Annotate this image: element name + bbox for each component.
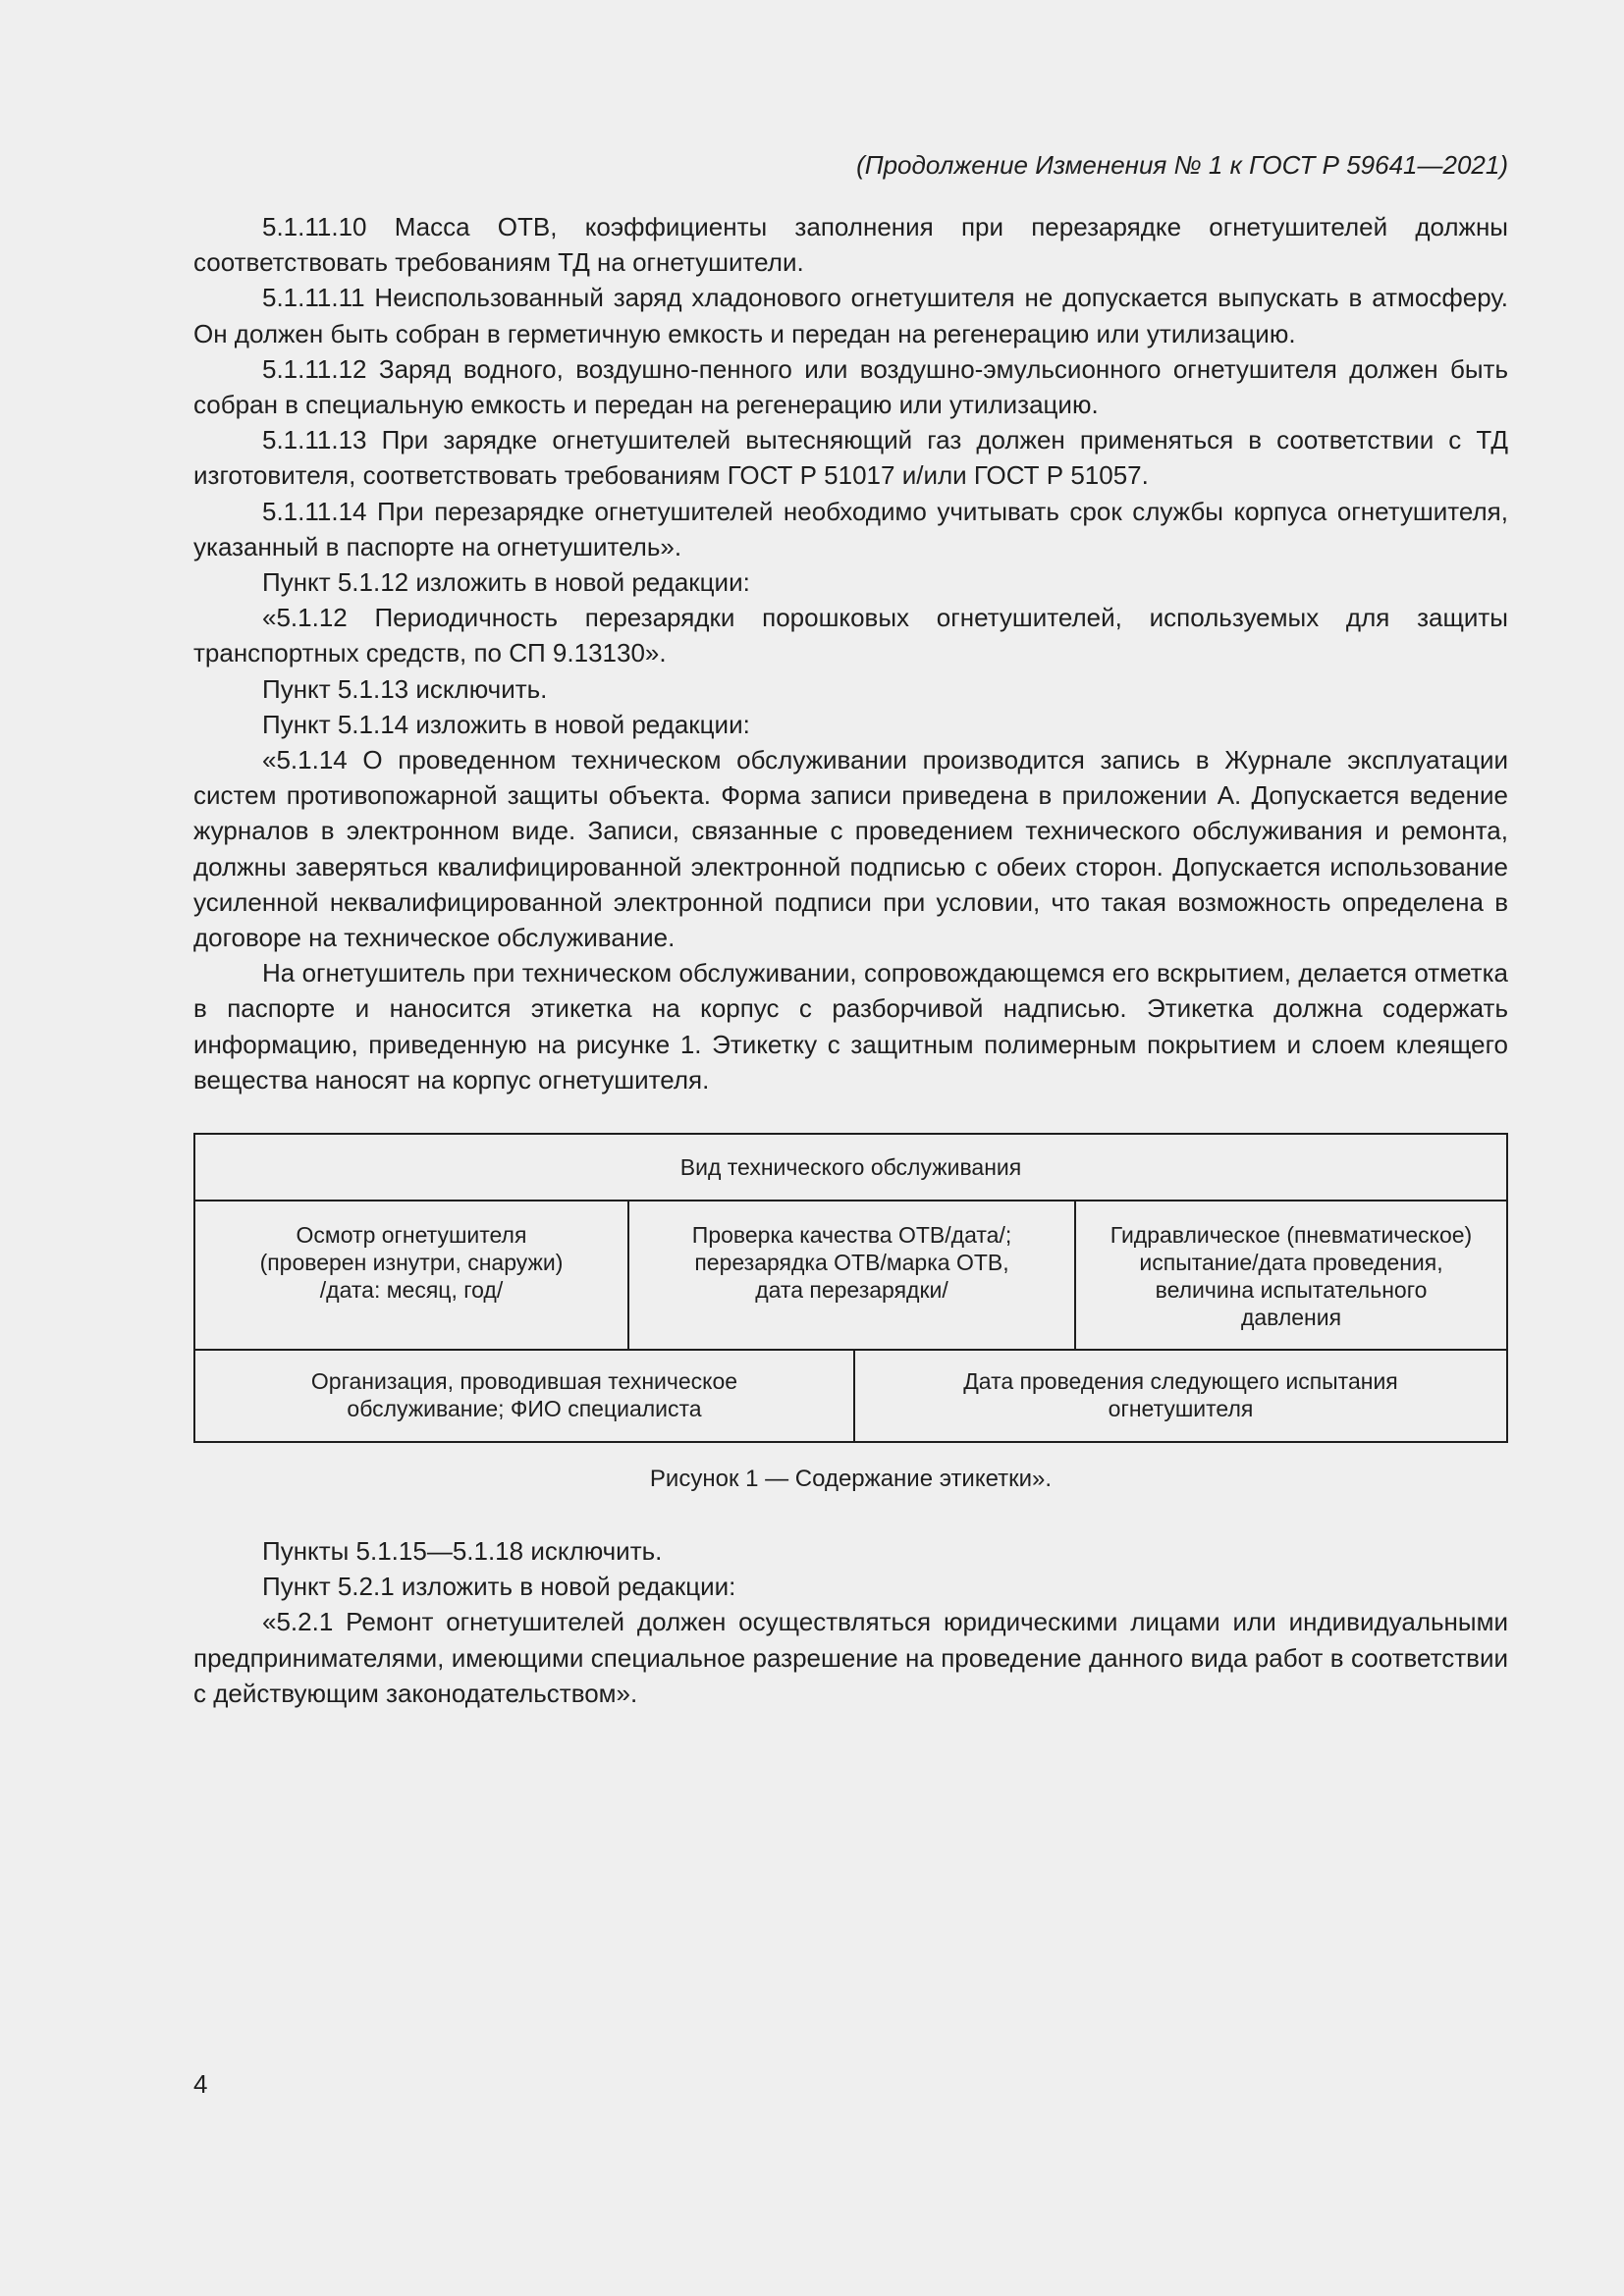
figure-cell-inspection <box>195 1201 627 1349</box>
paragraph: 5.1.11.11 Неиспользованный заряд хладонового огнетушителя не допускается выпускать в атмосферу. Он должен быть собран в герметичную емкость и передан на регенерацию или утилизацию. <box>193 283 1508 348</box>
cell-text: Проверка качества ОТВ/дата/; перезарядка ОТВ/марка ОТВ, дата перезарядки/ <box>691 1222 1012 1303</box>
paragraph: 5.1.11.13 При зарядке огнетушителей вытесняющий газ должен применяться в соответствии с ТД изготовителя, соответствовать требованиям ГОСТ Р 51017 и/или ГОСТ Р 51057. <box>193 425 1508 491</box>
figure-row <box>195 1349 1506 1441</box>
paragraph: 5.1.11.14 При перезарядке огнетушителей необходимо учитывать срок службы корпуса огнетушителя, указанный в паспорте на огнетушитель». <box>193 496 1508 561</box>
running-title: (Продолжение Изменения № 1 к ГОСТ Р 59641—2021) <box>856 150 1508 180</box>
figure-cell-next-test-date <box>853 1351 1506 1441</box>
figure-header-row <box>195 1135 1506 1200</box>
page-number: 4 <box>193 2069 208 2099</box>
paragraph: Пункты 5.1.15—5.1.18 исключить. <box>262 1536 663 1566</box>
body-text-upper <box>193 209 1508 1097</box>
paragraph: «5.1.12 Периодичность перезарядки порошковых огнетушителей, используемых для защиты транспортных средств, по СП 9.13130». <box>193 603 1508 668</box>
figure-cell-hydraulic-test <box>1074 1201 1506 1349</box>
cell-text: Осмотр огнетушителя (проверен изнутри, снаружи) /дата: месяц, год/ <box>259 1222 564 1303</box>
paragraph: Пункт 5.2.1 изложить в новой редакции: <box>262 1572 736 1602</box>
figure-cell-recharge <box>627 1201 1074 1349</box>
cell-text: Гидравлическое (пневматическое) испытание/дата проведения, величина испытательного давления <box>1110 1222 1473 1330</box>
paragraph: «5.1.14 О проведенном техническом обслуживании производится запись в Журнале эксплуатации систем противопожарной защиты объекта. Форма записи приведена в приложении А. Допускается ведение журналов в электронном виде. Записи, связанные с проведением технического обслуживания и ремонта, должны заверяться квалифицированной электронной подписью с обеих сторон. Допускается использование усиленной неквалифицированной электронной подписи при условии, что такая возможность определена в договоре на техническое обслуживание. <box>193 745 1508 953</box>
paragraph: 5.1.11.10 Масса ОТВ, коэффициенты заполнения при перезарядке огнетушителей должны соответствовать требованиям ТД на огнетушители. <box>193 212 1508 278</box>
paragraph: Пункт 5.1.14 изложить в новой редакции: <box>262 709 750 739</box>
figure-caption: Рисунок 1 — Содержание этикетки». <box>649 1466 1053 1492</box>
cell-text: Дата проведения следующего испытания огнетушителя <box>963 1368 1398 1421</box>
paragraph: На огнетушитель при техническом обслуживании, сопровождающемся его вскрытием, делается отметка в паспорте и наносится этикетка на корпус с разборчивой надписью. Этикетка должна содержать информацию, приведенную на рисунке 1. Этикетку с защитным полимерным покрытием и слоем клеящего вещества наносят на корпус огнетушителя. <box>193 958 1508 1095</box>
paragraph: 5.1.11.12 Заряд водного, воздушно-пенного или воздушно-эмульсионного огнетушителя должен быть собран в специальную емкость и передан на регенерацию или утилизацию. <box>193 353 1508 420</box>
figure-row <box>195 1200 1506 1349</box>
document-page <box>193 0 1508 2296</box>
paragraph: Пункт 5.1.13 исключить. <box>262 673 548 704</box>
paragraph: «5.2.1 Ремонт огнетушителей должен осуществляться юридическими лицами или индивидуальными предпринимателями, имеющими специальное разрешение на проведение данного вида работ в соответствии с действующим законодательством». <box>193 1607 1508 1708</box>
body-text-lower <box>193 1533 1508 1711</box>
paragraph: Пункт 5.1.12 изложить в новой редакции: <box>262 567 750 598</box>
figure-cell-organization <box>195 1351 853 1441</box>
cell-text: Организация, проводившая техническое обслуживание; ФИО специалиста <box>310 1368 738 1421</box>
label-content-figure <box>193 1133 1508 1443</box>
figure-header-cell: Вид технического обслуживания <box>679 1154 1022 1180</box>
